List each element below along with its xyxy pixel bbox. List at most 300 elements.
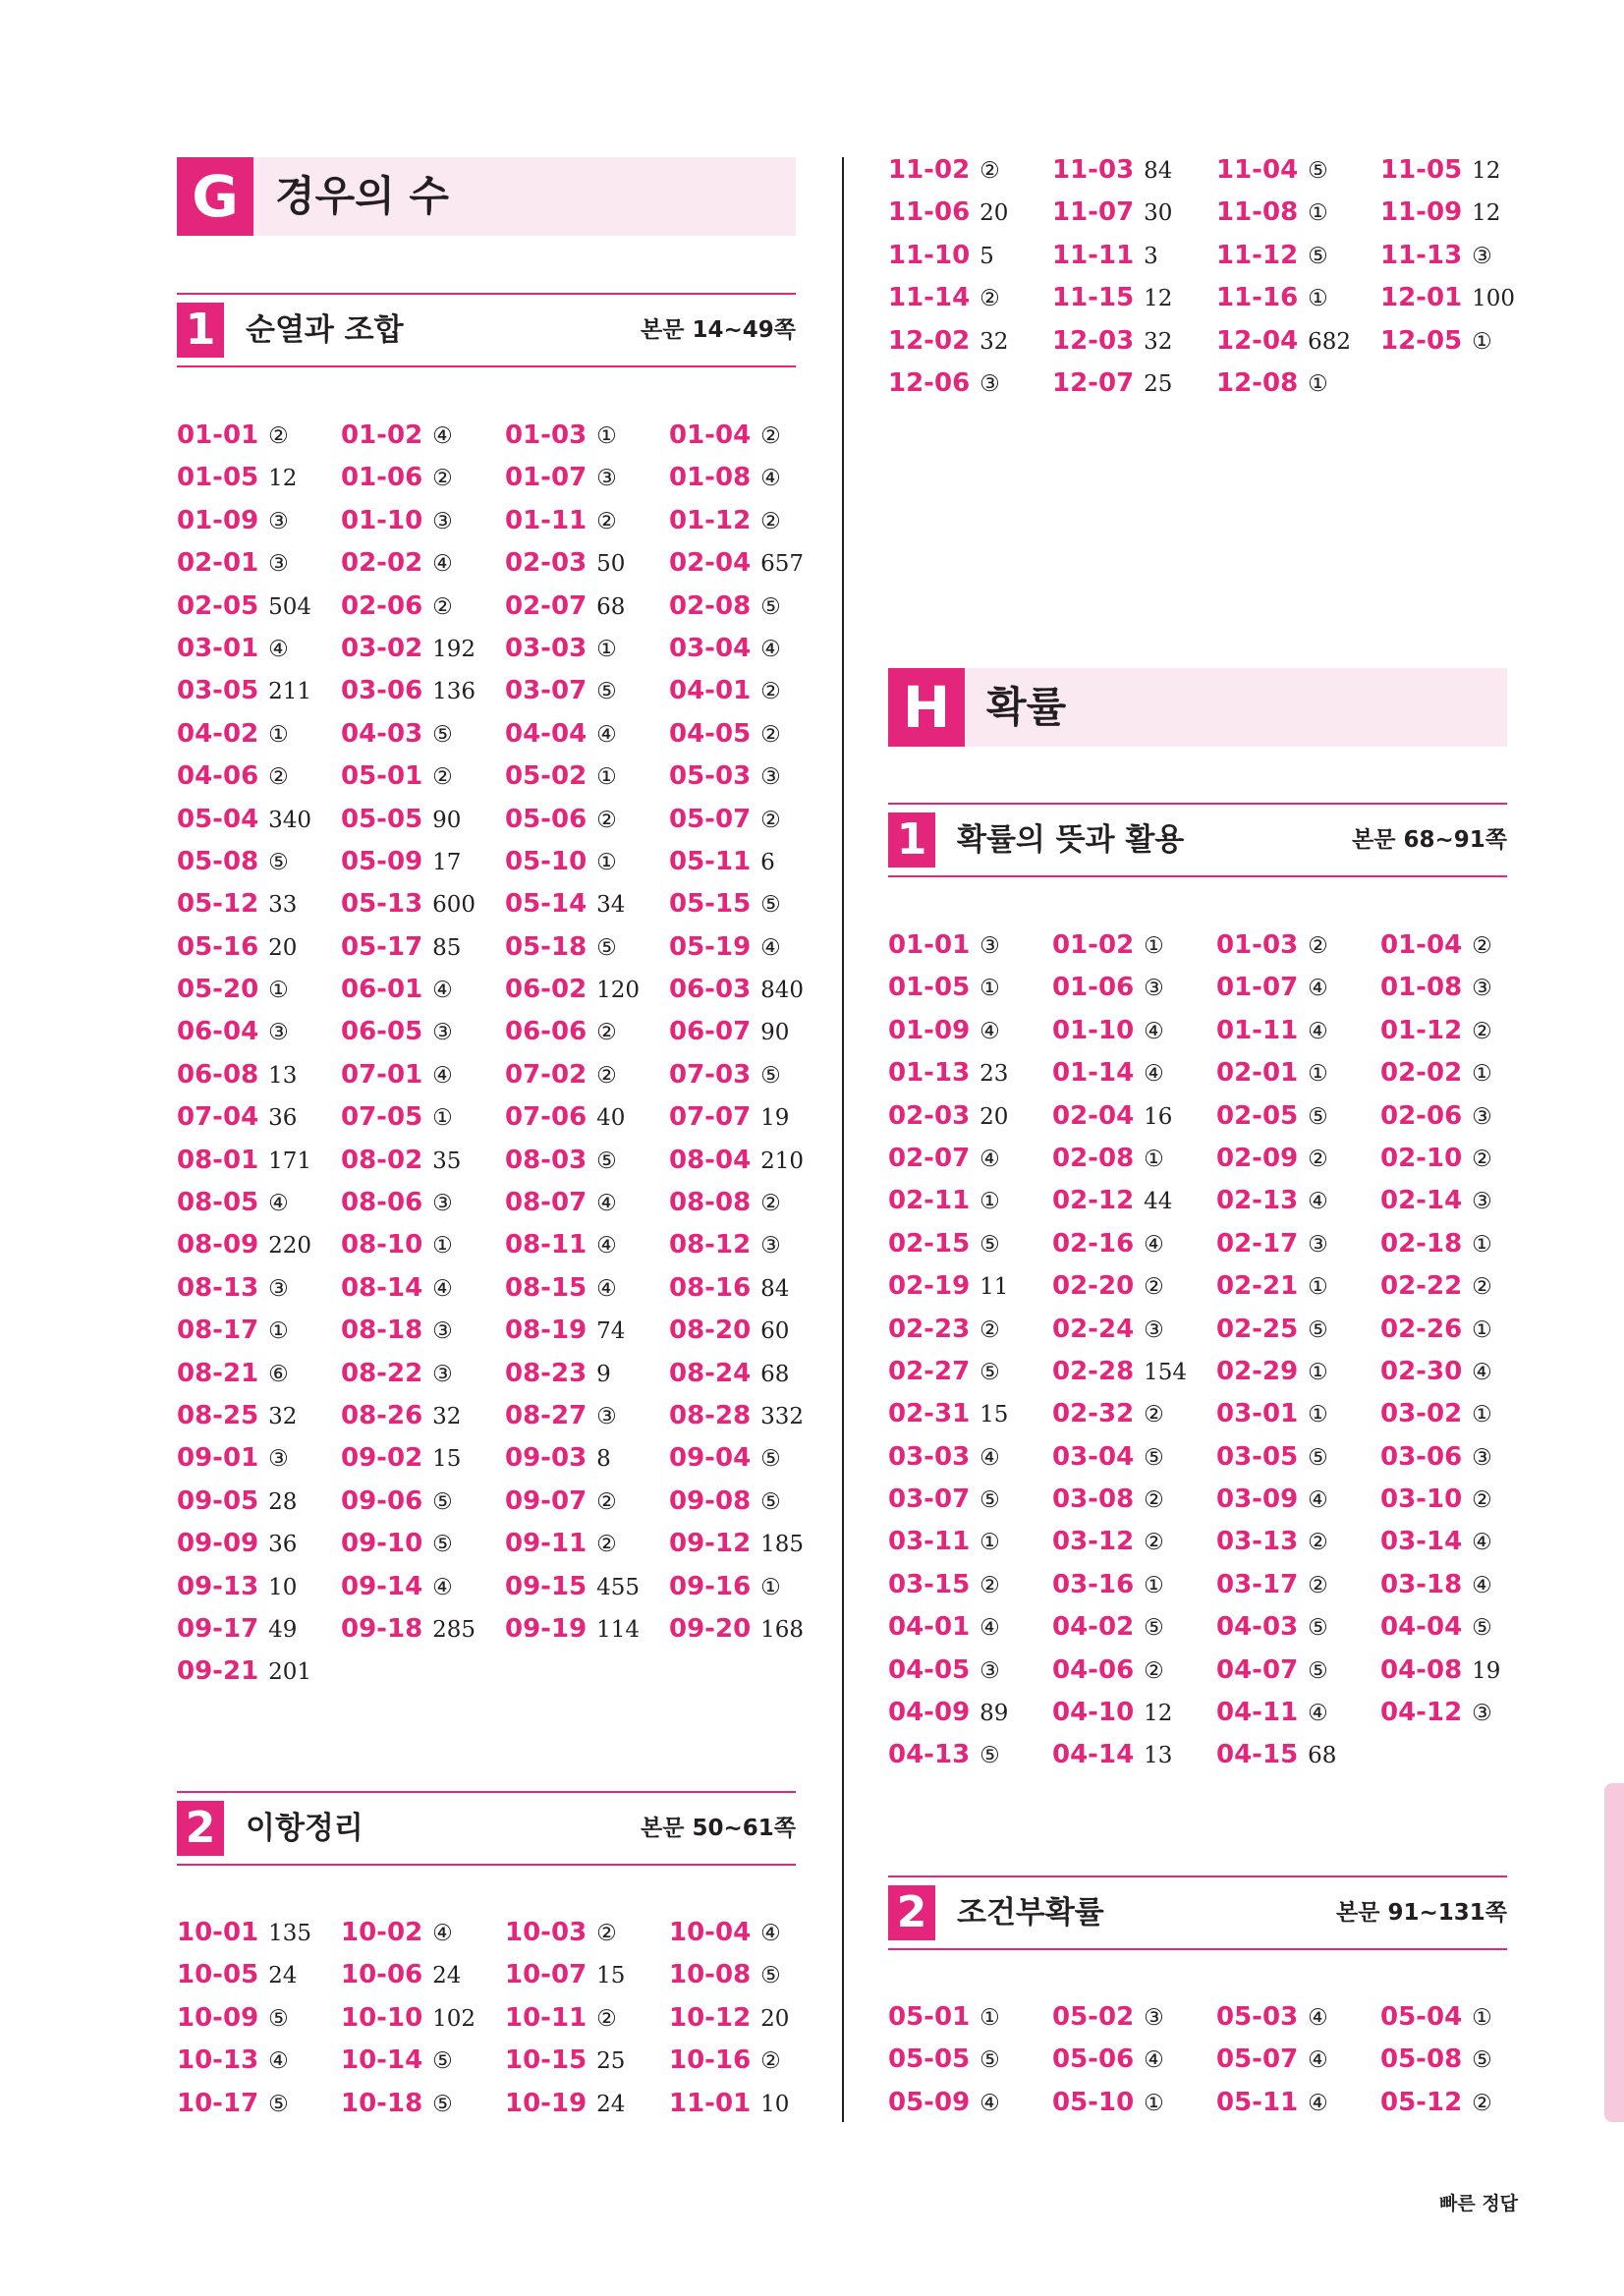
answer-item xyxy=(1216,2082,1380,2124)
answer-value: ③ xyxy=(1144,976,1164,1002)
problem-code: 04-03 xyxy=(341,718,423,749)
problem-code: 10-12 xyxy=(669,2002,752,2033)
problem-code: 05-19 xyxy=(669,931,752,962)
answer-value: ② xyxy=(980,1316,1000,1343)
problem-code: 01-09 xyxy=(888,1015,971,1045)
answer-value: ④ xyxy=(1308,1189,1328,1215)
problem-code: 05-11 xyxy=(669,846,752,876)
answer-value: 25 xyxy=(1144,370,1173,397)
problem-code: 01-06 xyxy=(341,463,423,493)
answer-value: 285 xyxy=(432,1616,476,1643)
answer-item xyxy=(888,1180,1052,1222)
answer-item xyxy=(1052,1436,1216,1479)
answer-item xyxy=(505,586,669,628)
problem-code: 07-06 xyxy=(505,1102,588,1133)
problem-code: 07-03 xyxy=(669,1059,752,1090)
answer-value: ④ xyxy=(980,2090,1000,2116)
problem-code: 01-11 xyxy=(1216,1015,1299,1045)
problem-code: 10-07 xyxy=(505,1960,588,1990)
answer-value: ④ xyxy=(760,636,781,662)
answer-item xyxy=(1380,2039,1544,2081)
answer-value: ② xyxy=(1308,1146,1328,1172)
problem-code: 02-27 xyxy=(888,1356,971,1386)
answer-item xyxy=(669,841,833,883)
answer-value: 9 xyxy=(596,1361,611,1387)
answer-item xyxy=(177,883,341,925)
answer-item xyxy=(1380,1996,1544,2039)
answer-value: ⑤ xyxy=(1308,1316,1328,1343)
answer-item xyxy=(505,2083,669,2125)
problem-code: 08-23 xyxy=(505,1358,588,1388)
problem-code: 01-12 xyxy=(1380,1015,1463,1045)
section-pages: 본문 14~49쪽 xyxy=(641,317,796,343)
answer-value: 185 xyxy=(760,1532,805,1558)
answer-item xyxy=(1216,1010,1380,1052)
problem-code: 08-25 xyxy=(177,1400,259,1430)
answer-value: 192 xyxy=(432,636,476,662)
problem-code: 05-09 xyxy=(341,846,423,876)
problem-code: 11-03 xyxy=(1052,155,1135,185)
answer-item xyxy=(341,1566,505,1608)
problem-code: 06-06 xyxy=(505,1017,588,1047)
answer-item xyxy=(1052,1265,1216,1308)
answer-item xyxy=(1216,363,1380,405)
answer-value: ① xyxy=(596,423,617,449)
problem-code: 11-02 xyxy=(888,155,971,185)
answer-item xyxy=(341,1437,505,1480)
answer-value: ③ xyxy=(1472,1701,1492,1727)
answer-value: ⑤ xyxy=(980,2047,1000,2074)
answer-value: ⑤ xyxy=(432,2048,453,2075)
answer-item xyxy=(341,1997,505,2040)
answer-item xyxy=(669,670,833,712)
problem-code: 02-01 xyxy=(177,548,259,579)
answer-item xyxy=(177,1651,341,1693)
answer-item xyxy=(1052,1223,1216,1265)
answer-item xyxy=(669,1395,833,1437)
answer-value: ⑤ xyxy=(1308,1444,1328,1471)
problem-code: 01-01 xyxy=(888,930,971,960)
answer-item xyxy=(177,2040,341,2082)
answer-value: ⑤ xyxy=(1308,158,1328,184)
problem-code: 09-02 xyxy=(341,1443,423,1474)
answer-item xyxy=(505,883,669,925)
answer-item xyxy=(1380,1436,1544,1479)
answer-value: ② xyxy=(760,807,781,833)
answer-value: ② xyxy=(1472,1146,1492,1172)
answer-value: 33 xyxy=(268,892,298,919)
answer-value: 11 xyxy=(980,1274,1009,1301)
problem-code: 06-01 xyxy=(341,975,423,1005)
answer-item xyxy=(888,1564,1052,1606)
problem-code: 02-04 xyxy=(1052,1100,1135,1131)
answer-value: ① xyxy=(596,636,617,662)
answer-item xyxy=(1052,1010,1216,1052)
answer-value: ⑤ xyxy=(268,2005,289,2032)
problem-code: 02-11 xyxy=(888,1186,971,1216)
side-tab-marker xyxy=(1604,1783,1624,2122)
answer-value: ② xyxy=(1472,2090,1492,2116)
problem-code: 03-17 xyxy=(1216,1569,1299,1599)
section-pages: 본문 91~131쪽 xyxy=(1336,1900,1507,1926)
answer-value: ③ xyxy=(268,508,289,534)
problem-code: 05-08 xyxy=(1380,2044,1463,2075)
problem-code: 05-06 xyxy=(1052,2044,1135,2075)
answer-value: 12 xyxy=(1144,286,1173,312)
problem-code: 02-32 xyxy=(1052,1399,1135,1429)
answer-value: ① xyxy=(1308,286,1328,312)
answer-value: ⑤ xyxy=(596,679,617,705)
answer-item xyxy=(1380,320,1544,363)
answer-item xyxy=(341,1608,505,1651)
section-g1-header xyxy=(177,293,796,367)
answer-value: 40 xyxy=(596,1105,626,1132)
answer-item xyxy=(1216,149,1380,192)
answer-item xyxy=(888,2082,1052,2124)
problem-code: 02-30 xyxy=(1380,1356,1463,1386)
problem-code: 02-08 xyxy=(1052,1143,1135,1173)
answer-value: 32 xyxy=(432,1403,462,1429)
answer-value: ④ xyxy=(596,1233,617,1260)
answer-value: ④ xyxy=(980,1146,1000,1172)
problem-code: 03-03 xyxy=(888,1441,971,1472)
answer-item xyxy=(1380,1309,1544,1351)
problem-code: 08-06 xyxy=(341,1188,423,1218)
answer-item xyxy=(505,2040,669,2082)
answer-value: ④ xyxy=(432,1574,453,1600)
problem-code: 09-13 xyxy=(177,1571,259,1601)
answer-item xyxy=(888,1650,1052,1692)
problem-code: 12-06 xyxy=(888,367,971,398)
answer-value: 32 xyxy=(980,328,1009,355)
problem-code: 10-09 xyxy=(177,2002,259,2033)
answer-value: 20 xyxy=(760,2005,790,2032)
problem-code: 02-09 xyxy=(1216,1143,1299,1173)
answer-item xyxy=(505,1997,669,2040)
answer-grid-h1 xyxy=(888,924,1544,1777)
answer-value: ④ xyxy=(1144,2047,1164,2074)
section-pages: 본문 68~91쪽 xyxy=(1352,827,1507,853)
problem-code: 08-08 xyxy=(669,1188,752,1218)
answer-item xyxy=(341,1353,505,1395)
answer-item xyxy=(669,1912,833,1954)
answer-item xyxy=(1216,1180,1380,1222)
answer-item xyxy=(177,1224,341,1266)
answer-item xyxy=(505,1523,669,1565)
problem-code: 09-06 xyxy=(341,1485,423,1516)
answer-item xyxy=(177,1182,341,1224)
answer-item xyxy=(669,1182,833,1224)
answer-item xyxy=(1052,1521,1216,1563)
answer-value: ② xyxy=(980,158,1000,184)
answer-item xyxy=(505,415,669,457)
answer-item xyxy=(177,841,341,883)
answer-item xyxy=(669,713,833,756)
answer-item xyxy=(1216,235,1380,277)
answer-value: 68 xyxy=(596,593,626,620)
problem-code: 02-20 xyxy=(1052,1271,1135,1302)
problem-code: 03-01 xyxy=(1216,1399,1299,1429)
problem-code: 03-07 xyxy=(888,1484,971,1515)
answer-item xyxy=(505,1267,669,1310)
answer-value: ⑤ xyxy=(1308,1615,1328,1642)
problem-code: 06-04 xyxy=(177,1017,259,1047)
answer-value: 15 xyxy=(596,1963,626,1989)
problem-code: 04-06 xyxy=(177,761,259,792)
answer-value: 504 xyxy=(268,593,312,620)
answer-item xyxy=(341,1481,505,1523)
answer-item xyxy=(341,2040,505,2082)
answer-item xyxy=(1380,1479,1544,1521)
answer-value: ① xyxy=(1308,1061,1328,1088)
answer-item xyxy=(505,756,669,798)
problem-code: 09-16 xyxy=(669,1571,752,1601)
answer-item xyxy=(1216,1650,1380,1692)
answer-item xyxy=(1216,1393,1380,1435)
answer-value: ⑤ xyxy=(1144,1444,1164,1471)
answer-item xyxy=(1380,192,1544,234)
answer-value: ③ xyxy=(268,1020,289,1046)
answer-value: 455 xyxy=(596,1574,641,1600)
answer-item xyxy=(1052,1138,1216,1180)
section-title: 순열과 조합 xyxy=(246,312,404,348)
problem-code: 08-21 xyxy=(177,1358,259,1388)
section-h2-header xyxy=(888,1876,1507,1950)
problem-code: 10-18 xyxy=(341,2088,423,2118)
answer-item xyxy=(888,149,1052,192)
answer-item xyxy=(669,2040,833,2082)
problem-code: 09-15 xyxy=(505,1571,588,1601)
answer-item xyxy=(1380,2082,1544,2124)
problem-code: 03-11 xyxy=(888,1527,971,1557)
problem-code: 08-10 xyxy=(341,1230,423,1260)
answer-value: ② xyxy=(760,2048,781,2075)
answer-item xyxy=(1216,924,1380,967)
section-title: 조건부확률 xyxy=(957,1895,1104,1931)
answer-item xyxy=(888,1996,1052,2039)
answer-item xyxy=(888,363,1052,405)
problem-code: 05-11 xyxy=(1216,2087,1299,2117)
answer-item xyxy=(177,2083,341,2125)
problem-code: 09-09 xyxy=(177,1529,259,1559)
problem-code: 04-04 xyxy=(505,718,588,749)
answer-item xyxy=(669,1353,833,1395)
answer-value: 5 xyxy=(980,243,994,269)
answer-item xyxy=(177,628,341,670)
problem-code: 05-17 xyxy=(341,931,423,962)
problem-code: 08-04 xyxy=(669,1145,752,1175)
answer-value: ⑤ xyxy=(760,892,781,919)
answer-item xyxy=(177,1912,341,1954)
answer-value: ② xyxy=(1144,1487,1164,1514)
answer-item xyxy=(341,1310,505,1352)
problem-code: 02-24 xyxy=(1052,1314,1135,1344)
answer-item xyxy=(177,969,341,1011)
answer-value: ③ xyxy=(268,1446,289,1473)
answer-value: ④ xyxy=(1308,976,1328,1002)
problem-code: 08-19 xyxy=(505,1316,588,1346)
problem-code: 02-02 xyxy=(1380,1058,1463,1089)
problem-code: 02-12 xyxy=(1052,1186,1135,1216)
answer-value: ③ xyxy=(1472,1444,1492,1471)
answer-value: ④ xyxy=(268,2048,289,2075)
answer-value: ① xyxy=(980,1530,1000,1556)
answer-item xyxy=(888,1095,1052,1138)
answer-value: 35 xyxy=(432,1148,462,1174)
answer-value: ③ xyxy=(1472,1189,1492,1215)
problem-code: 02-02 xyxy=(341,548,423,579)
answer-value: ② xyxy=(1472,1018,1492,1044)
section-number: 1 xyxy=(177,303,224,358)
answer-value: ④ xyxy=(1144,1061,1164,1088)
answer-item xyxy=(1216,1138,1380,1180)
answer-item xyxy=(177,1954,341,1996)
answer-value: ④ xyxy=(432,1062,453,1089)
answer-item xyxy=(505,1437,669,1480)
answer-item xyxy=(177,926,341,969)
problem-code: 05-10 xyxy=(505,846,588,876)
answer-value: 34 xyxy=(596,892,626,919)
answer-value: 201 xyxy=(268,1659,312,1686)
answer-value: ② xyxy=(596,2005,617,2032)
answer-item xyxy=(1216,320,1380,363)
problem-code: 03-13 xyxy=(1216,1527,1299,1557)
problem-code: 02-18 xyxy=(1380,1228,1463,1259)
problem-code: 02-14 xyxy=(1380,1186,1463,1216)
answer-item xyxy=(341,713,505,756)
problem-code: 01-05 xyxy=(177,463,259,493)
problem-code: 05-04 xyxy=(1380,2002,1463,2032)
problem-code: 02-23 xyxy=(888,1314,971,1344)
answer-item xyxy=(669,883,833,925)
answer-value: ⑤ xyxy=(596,934,617,961)
problem-code: 11-05 xyxy=(1380,155,1463,185)
answer-grid-g1 xyxy=(177,415,833,1694)
problem-code: 09-17 xyxy=(177,1613,259,1644)
answer-value: 50 xyxy=(596,551,626,578)
answer-item xyxy=(341,1182,505,1224)
problem-code: 09-04 xyxy=(669,1443,752,1474)
answer-item xyxy=(177,1523,341,1565)
answer-value: 90 xyxy=(760,1020,790,1046)
answer-item xyxy=(505,1481,669,1523)
problem-code: 03-06 xyxy=(341,676,423,706)
problem-code: 01-02 xyxy=(341,420,423,450)
answer-item xyxy=(1052,2082,1216,2124)
answer-value: ⑤ xyxy=(760,1488,781,1515)
answer-item xyxy=(505,628,669,670)
answer-value: ② xyxy=(268,423,289,449)
problem-code: 02-06 xyxy=(341,590,423,621)
problem-code: 10-19 xyxy=(505,2088,588,2118)
problem-code: 04-05 xyxy=(888,1654,971,1685)
problem-code: 05-10 xyxy=(1052,2087,1135,2117)
problem-code: 01-10 xyxy=(341,505,423,535)
answer-item xyxy=(1216,1564,1380,1606)
problem-code: 08-28 xyxy=(669,1400,752,1430)
problem-code: 12-01 xyxy=(1380,283,1463,313)
problem-code: 02-28 xyxy=(1052,1356,1135,1386)
answer-value: 20 xyxy=(980,200,1009,227)
answer-item xyxy=(1052,1351,1216,1393)
problem-code: 10-10 xyxy=(341,2002,423,2033)
problem-code: 11-16 xyxy=(1216,283,1299,313)
problem-code: 04-14 xyxy=(1052,1740,1135,1770)
problem-code: 04-12 xyxy=(1380,1698,1463,1728)
answer-value: 85 xyxy=(432,934,462,961)
problem-code: 08-18 xyxy=(341,1316,423,1346)
answer-value: ⑤ xyxy=(980,1743,1000,1769)
problem-code: 01-04 xyxy=(1380,930,1463,960)
answer-item xyxy=(505,1054,669,1096)
answer-item xyxy=(1216,2039,1380,2081)
problem-code: 05-09 xyxy=(888,2087,971,2117)
answer-value: ⑤ xyxy=(760,1446,781,1473)
answer-value: ② xyxy=(1472,1274,1492,1301)
answer-item xyxy=(888,1138,1052,1180)
answer-value: 17 xyxy=(432,849,462,875)
answer-value: ② xyxy=(432,466,453,492)
answer-value: 168 xyxy=(760,1616,805,1643)
answer-item xyxy=(669,926,833,969)
problem-code: 05-16 xyxy=(177,931,259,962)
answer-item xyxy=(1216,1351,1380,1393)
answer-value: ② xyxy=(1144,1402,1164,1428)
answer-item xyxy=(177,756,341,798)
answer-value: 120 xyxy=(596,978,641,1004)
answer-item xyxy=(669,799,833,841)
answer-item xyxy=(505,799,669,841)
answer-value: ① xyxy=(1308,370,1328,397)
problem-code: 03-10 xyxy=(1380,1484,1463,1515)
problem-code: 08-12 xyxy=(669,1230,752,1260)
answer-value: 102 xyxy=(432,2005,476,2032)
answer-value: ② xyxy=(596,1488,617,1515)
answer-item xyxy=(1052,235,1216,277)
problem-code: 08-11 xyxy=(505,1230,588,1260)
answer-value: ① xyxy=(1472,1231,1492,1258)
answer-value: ② xyxy=(432,764,453,791)
answer-value: 30 xyxy=(1144,200,1173,227)
answer-item xyxy=(1052,924,1216,967)
problem-code: 05-20 xyxy=(177,975,259,1005)
answer-item xyxy=(505,1140,669,1182)
answer-value: ⑤ xyxy=(1472,1615,1492,1642)
answer-value: 100 xyxy=(1472,286,1516,312)
answer-item xyxy=(177,713,341,756)
answer-item xyxy=(505,1608,669,1651)
problem-code: 05-02 xyxy=(505,761,588,792)
answer-value: ⑤ xyxy=(760,1062,781,1089)
answer-value: 89 xyxy=(980,1701,1009,1727)
answer-value: 135 xyxy=(268,1921,312,1946)
problem-code: 06-02 xyxy=(505,975,588,1005)
answer-item xyxy=(341,1954,505,1996)
answer-value: ④ xyxy=(1472,1530,1492,1556)
answer-item xyxy=(669,1224,833,1266)
answer-item xyxy=(1052,363,1216,405)
problem-code: 03-16 xyxy=(1052,1569,1135,1599)
answer-value: ② xyxy=(596,807,617,833)
answer-value: ② xyxy=(760,679,781,705)
answer-item xyxy=(1380,1138,1544,1180)
answer-item xyxy=(177,1054,341,1096)
answer-value: ③ xyxy=(268,1275,289,1302)
answer-value: 32 xyxy=(1144,328,1173,355)
answer-value: ③ xyxy=(432,1318,453,1345)
problem-code: 10-17 xyxy=(177,2088,259,2118)
problem-code: 11-12 xyxy=(1216,240,1299,270)
